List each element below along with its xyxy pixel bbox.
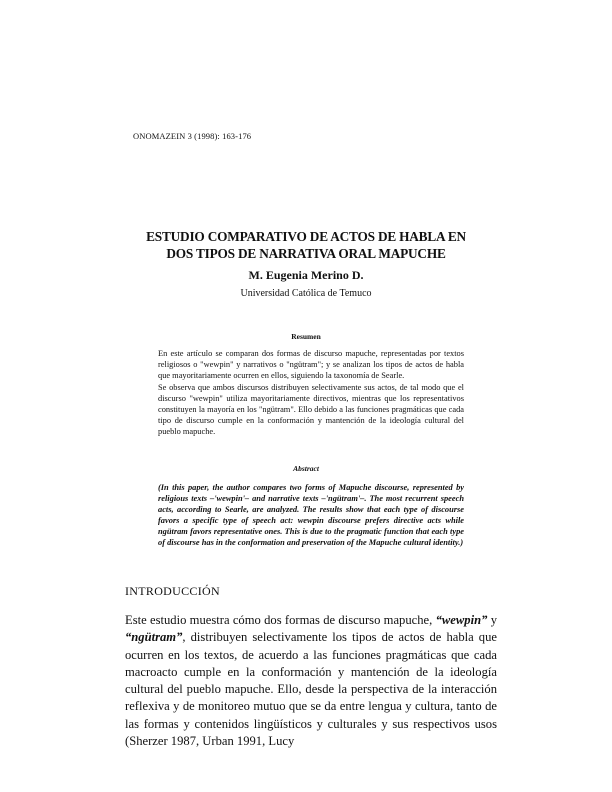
title-line-1: ESTUDIO COMPARATIVO DE ACTOS DE HABLA EN [146, 229, 466, 244]
resumen-heading: Resumen [291, 332, 321, 341]
term-wewpin: “wewpin” [435, 613, 488, 627]
intro-text-rest: , distribuyen selectivamente los tipos de actos de habla que ocurren en los textos, de acuerdo a las funciones pragmáticas que cada macroacto cumple en la conformación y mantención de la ideología cultural del pueblo mapuche. Ello, desde la perspectiva de la interacción reflexiva y de monitoreo mutuo que se da entre lengua y cultura, tanto de las formas y contenidos lingüísticos y culturales y sus respectivos usos (Sherzer 1987, Urban 1991, Lucy [125, 630, 497, 749]
title-line-2: DOS TIPOS DE NARRATIVA ORAL MAPUCHE [166, 246, 446, 261]
abstract-body: (In this paper, the author compares two forms of Mapuche discourse, represented by religious texts –'wewpin'– and narrative texts –'ngütram'–. The most recurrent speech acts, according to Searle, are analyzed. The results show that each type of discourse favors a specific type of speech act: wewpin discourse prefers directive acts while ngütram favors representative ones. This is due to the pragmatic function that each type of discourse has in the conformation and preservation of the Mapuche cultural identity.) [158, 483, 464, 548]
author-affiliation: Universidad Católica de Temuco [240, 288, 372, 299]
introduccion-paragraph [125, 612, 497, 750]
resumen-body [158, 348, 464, 438]
introduccion-body [125, 612, 497, 750]
journal-reference: ONOMAZEIN 3 (1998): 163-176 [133, 131, 252, 141]
section-heading-introduccion: INTRODUCCIÓN [125, 584, 220, 598]
article-title [120, 228, 492, 262]
resumen-paragraph-2: Se observa que ambos discursos distribuyen selectivamente sus actos, de tal modo que el discurso "wewpin" utiliza mayoritariamente directivos, mientras que los representativos constituyen la mayoría en los "ngütram". Ello debido a las funciones pragmáticas que cada tipo de discurso cumple en la conformación y mantención de la ideología cultural del pueblo mapuche. [158, 382, 464, 437]
abstract-heading: Abstract [293, 464, 319, 473]
resumen-paragraph-1: En este artículo se comparan dos formas de discurso mapuche, representadas por textos religiosos o "wewpin" y narrativos o "ngütram"; y se analizan los tipos de actos de habla que mayoritariamente ocurren en ellos, siguiendo la taxonomía de Searle. [158, 349, 464, 381]
term-ngutram: “ngütram” [125, 630, 183, 645]
intro-conjunction: y [487, 613, 497, 627]
intro-text-start: Este estudio muestra cómo dos formas de discurso mapuche, [125, 613, 436, 627]
author-name: M. Eugenia Merino D. [248, 268, 364, 282]
